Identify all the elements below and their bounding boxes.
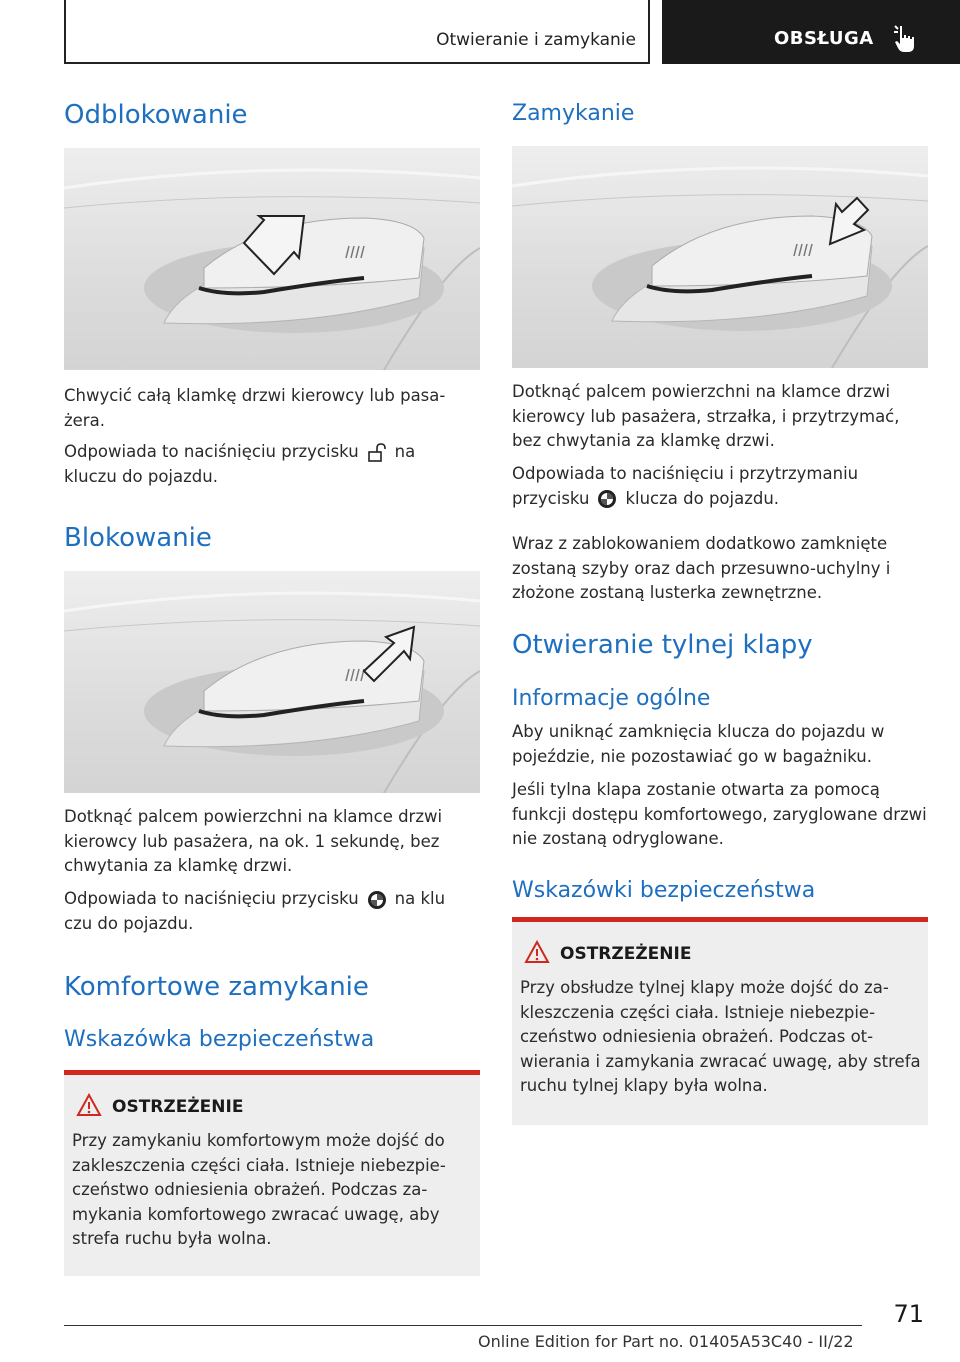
- unlock-paragraph-1: Chwycić całą klamkę drzwi kierowcy lub pasażera.: [64, 386, 446, 430]
- bmw-logo-icon: [597, 489, 617, 509]
- subheading-general-info: Informacje ogólne: [512, 686, 711, 711]
- door-handle-image-lock: [64, 571, 480, 793]
- tailgate-paragraph-2: Jeśli tylna klapa zostanie otwarta za pomocą funkcji dostępu komfortowego, zaryglowane drzwi nie zostaną odryglowane.: [512, 780, 927, 848]
- footer-edition: Online Edition for Part no. 01405A53C40 - II/22: [478, 1332, 854, 1351]
- warning-box-comfort: [64, 1070, 480, 1276]
- close-paragraph-1: Dotknąć palcem powierzchni na klamce drzwi kierowcy lub pasażera, strzałka, i przytrzymać, bez chwytania za klamkę drzwi.: [512, 382, 900, 450]
- subheading-safety-note: Wskazówka bezpieczeństwa: [64, 1027, 375, 1052]
- heading-closing: Zamykanie: [512, 101, 635, 126]
- warning-label: OSTRZEŻENIE: [112, 1097, 244, 1117]
- subheading-safety-notes: Wskazówki bezpieczeństwa: [512, 878, 816, 903]
- warning-text: Przy obsłudze tylnej klapy może dojść do zakleszczenia części ciała. Istnieje niebezpieczeństwo odniesienia obrażeń. Podczas otwierania i zamykania zwracać uwagę, aby strefa ruchu tylnej klapy była wolna.: [520, 978, 921, 1095]
- header-chapter-box: [64, 0, 650, 64]
- warning-triangle-icon: [524, 940, 550, 964]
- close-paragraph-3: Wraz z zablokowaniem dodatkowo zamknięte zostaną szyby oraz dach przesuwno-uchylny i złożone zostaną lusterka zewnętrzne.: [512, 534, 891, 602]
- heading-lock: Blokowanie: [64, 523, 212, 553]
- section-title: OBSŁUGA: [774, 28, 874, 49]
- unlock-paragraph-2: Odpowiada to naciśnięciu przycisku na kluczu do pojazdu.: [64, 442, 416, 486]
- door-handle-image-close: [512, 146, 928, 368]
- warning-triangle-icon: [76, 1093, 102, 1117]
- header-section-box: [662, 0, 960, 64]
- unlock-key-icon: [367, 443, 387, 463]
- warning-label: OSTRZEŻENIE: [560, 944, 692, 964]
- tailgate-paragraph-1: Aby uniknąć zamknięcia klucza do pojazdu w pojeździe, nie pozostawiać go w bagażniku.: [512, 722, 885, 766]
- bmw-logo-icon: [367, 890, 387, 910]
- page-number: 71: [893, 1300, 924, 1328]
- heading-comfort-closing: Komfortowe zamykanie: [64, 972, 369, 1002]
- warning-box-tailgate: [512, 917, 928, 1125]
- footer-divider: [64, 1325, 862, 1326]
- hand-pointer-icon: [894, 24, 920, 54]
- lock-paragraph-2: Odpowiada to naciśnięciu przycisku na klu czu do pojazdu.: [64, 889, 446, 933]
- heading-tailgate: Otwieranie tylnej klapy: [512, 630, 813, 660]
- heading-unlock: Odblokowanie: [64, 100, 248, 130]
- close-paragraph-2: Odpowiada to naciśnięciu i przytrzymaniu przycisku klucza do pojazdu.: [512, 464, 859, 508]
- door-handle-image-unlock: [64, 148, 480, 370]
- chapter-title: Otwieranie i zamykanie: [436, 30, 636, 50]
- lock-paragraph-1: Dotknąć palcem powierzchni na klamce drzwi kierowcy lub pasażera, na ok. 1 sekundę, bez chwytania za klamkę drzwi.: [64, 807, 443, 875]
- warning-text: Przy zamykaniu komfortowym może dojść do zakleszczenia części ciała. Istnieje niebezpieczeństwo odniesienia obrażeń. Podczas zamykania komfortowego zwracać uwagę, aby strefa ruchu była wolna.: [72, 1131, 446, 1248]
